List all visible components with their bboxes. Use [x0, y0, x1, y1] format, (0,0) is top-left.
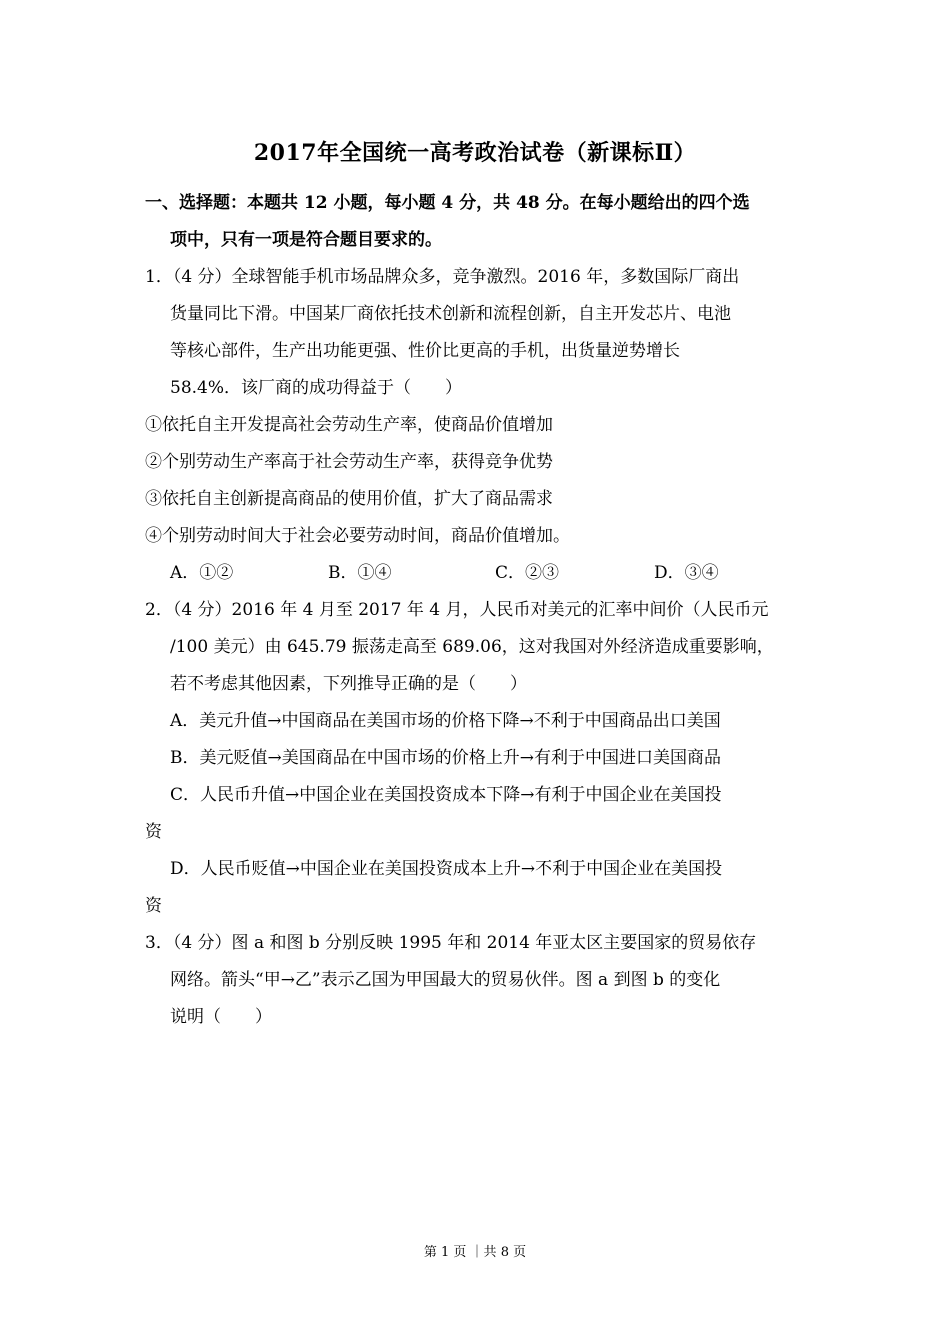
q2-stem-line-3: 若不考虑其他因素，下列推导正确的是（ ）	[170, 674, 527, 694]
q2-option-d-wrap: 资	[145, 896, 162, 916]
q1-stem-line-4: 58.4%．该厂商的成功得益于（ ）	[170, 378, 463, 398]
q2-option-a: A．美元升值→中国商品在美国市场的价格下降→不利于中国商品出口美国	[170, 711, 721, 731]
q1-stem-line-1: 1．（4 分）全球智能手机市场品牌众多，竞争激烈。2016 年，多数国际厂商出	[145, 267, 740, 287]
section-heading-line-1: 一、选择题：本题共 12 小题，每小题 4 分，共 48 分。在每小题给出的四个选	[145, 193, 750, 213]
q1-statement-2: ②个别劳动生产率高于社会劳动生产率，获得竞争优势	[145, 452, 553, 472]
q3-stem-line-3: 说明（ ）	[170, 1007, 272, 1027]
page-title: 2017年全国统一高考政治试卷（新课标Ⅱ）	[253, 140, 697, 166]
q1-statement-3: ③依托自主创新提高商品的使用价值，扩大了商品需求	[145, 489, 553, 509]
q2-stem-line-1: 2．（4 分）2016 年 4 月至 2017 年 4 月，人民币对美元的汇率中间价（人民币元	[145, 600, 769, 620]
q1-stem-line-3: 等核心部件，生产出功能更强、性价比更高的手机，出货量逆势增长	[170, 341, 680, 361]
q3-stem-line-2: 网络。箭头“甲→乙”表示乙国为甲国最大的贸易伙伴。图 a 到图 b 的变化	[170, 970, 721, 990]
q1-option-b: B．①④	[328, 563, 392, 583]
q2-option-b: B．美元贬值→美国商品在中国市场的价格上升→有利于中国进口美国商品	[170, 748, 721, 768]
q2-option-c: C．人民币升值→中国企业在美国投资成本下降→有利于中国企业在美国投	[170, 785, 722, 805]
page-footer: 第 1 页 ｜共 8 页	[423, 1245, 527, 1260]
q2-option-c-wrap: 资	[145, 822, 162, 842]
q1-stem-line-2: 货量同比下滑。中国某厂商依托技术创新和流程创新，自主开发芯片、电池	[170, 304, 731, 324]
q2-stem-line-2: /100 美元）由 645.79 振荡走高至 689.06，这对我国对外经济造成重要影响，	[170, 637, 774, 657]
q1-statement-1: ①依托自主开发提高社会劳动生产率，使商品价值增加	[145, 415, 553, 435]
q2-option-d: D．人民币贬值→中国企业在美国投资成本上升→不利于中国企业在美国投	[170, 859, 723, 879]
q1-option-a: A．①②	[170, 563, 234, 583]
section-heading-line-2: 项中，只有一项是符合题目要求的。	[170, 230, 442, 250]
q1-statement-4: ④个别劳动时间大于社会必要劳动时间，商品价值增加。	[145, 526, 570, 546]
q3-stem-line-1: 3．（4 分）图 a 和图 b 分别反映 1995 年和 2014 年亚太区主要国家的贸易依存	[145, 933, 757, 953]
q1-option-c: C．②③	[495, 563, 560, 583]
q1-option-d: D．③④	[654, 563, 719, 583]
